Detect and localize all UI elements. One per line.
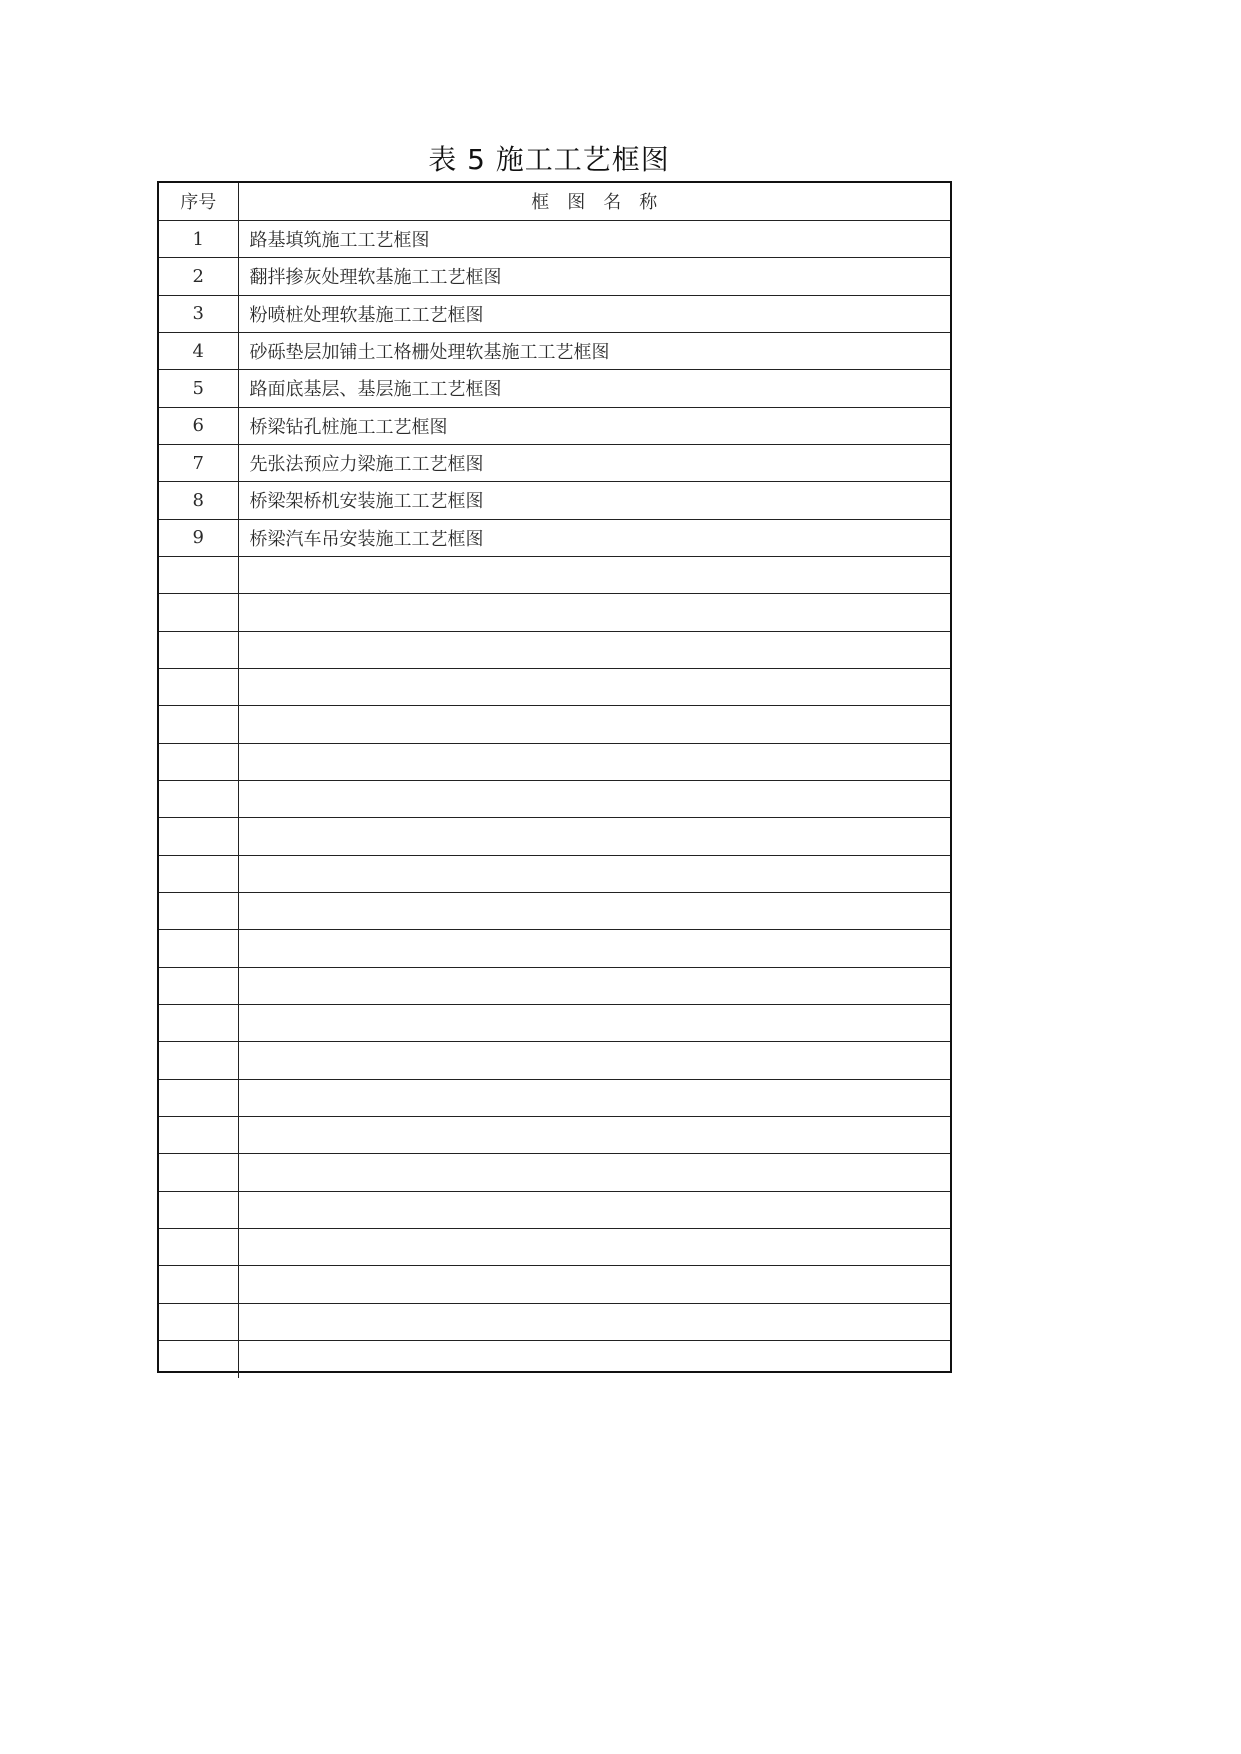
row-diagram-name (238, 1154, 950, 1191)
row-diagram-name (238, 668, 950, 705)
row-diagram-name (238, 1341, 950, 1378)
row-diagram-name (238, 930, 950, 967)
table-row (159, 930, 950, 967)
row-number (159, 781, 238, 818)
row-diagram-name (238, 1266, 950, 1303)
table-row (159, 444, 950, 481)
row-number (159, 1229, 238, 1266)
row-diagram-name (238, 594, 950, 631)
table-row (159, 370, 950, 407)
row-diagram-name (238, 706, 950, 743)
row-diagram-name: 先张法预应力梁施工工艺框图 (238, 444, 950, 481)
row-diagram-name: 粉喷桩处理软基施工工艺框图 (238, 295, 950, 332)
table-row (159, 1005, 950, 1042)
row-number: 2 (159, 258, 238, 295)
table-row (159, 556, 950, 593)
page-title: 表 5 施工工艺框图 (428, 143, 670, 176)
row-diagram-name: 桥梁钻孔桩施工工艺框图 (238, 407, 950, 444)
table-row (159, 893, 950, 930)
table-row (159, 781, 950, 818)
table-row (159, 1229, 950, 1266)
row-diagram-name (238, 1079, 950, 1116)
row-diagram-name (238, 1303, 950, 1340)
table-row (159, 967, 950, 1004)
table-row (159, 668, 950, 705)
row-number (159, 1079, 238, 1116)
table-row (159, 1042, 950, 1079)
table-row (159, 594, 950, 631)
row-number: 3 (159, 295, 238, 332)
table-row (159, 818, 950, 855)
row-diagram-name: 桥梁架桥机安装施工工艺框图 (238, 482, 950, 519)
row-diagram-name (238, 818, 950, 855)
row-number: 1 (159, 220, 238, 257)
row-number (159, 1154, 238, 1191)
table-row (159, 1191, 950, 1228)
table-row (159, 1266, 950, 1303)
table-row (159, 631, 950, 668)
row-diagram-name (238, 631, 950, 668)
row-number (159, 631, 238, 668)
table-row (159, 1303, 950, 1340)
row-number (159, 818, 238, 855)
row-number (159, 594, 238, 631)
row-diagram-name (238, 1229, 950, 1266)
row-diagram-name: 翻拌掺灰处理软基施工工艺框图 (238, 258, 950, 295)
table-row (159, 258, 950, 295)
row-number (159, 855, 238, 892)
row-number (159, 556, 238, 593)
row-diagram-name (238, 1005, 950, 1042)
row-diagram-name (238, 781, 950, 818)
table-row (159, 519, 950, 556)
row-number (159, 1117, 238, 1154)
table-row (159, 295, 950, 332)
row-number (159, 930, 238, 967)
table-row (159, 407, 950, 444)
row-number (159, 1191, 238, 1228)
row-number (159, 967, 238, 1004)
row-diagram-name (238, 855, 950, 892)
process-diagram-table (157, 181, 952, 1373)
row-diagram-name (238, 1117, 950, 1154)
row-number (159, 1042, 238, 1079)
row-number (159, 1005, 238, 1042)
row-diagram-name: 路面底基层、基层施工工艺框图 (238, 370, 950, 407)
table-row (159, 855, 950, 892)
row-diagram-name: 砂砾垫层加铺土工格栅处理软基施工工艺框图 (238, 332, 950, 369)
row-diagram-name: 桥梁汽车吊安装施工工艺框图 (238, 519, 950, 556)
row-diagram-name (238, 1191, 950, 1228)
table-header-row (159, 183, 950, 220)
row-number: 4 (159, 332, 238, 369)
row-number (159, 1341, 238, 1378)
row-number (159, 743, 238, 780)
header-name: 框图名称 (238, 183, 950, 220)
row-number (159, 1266, 238, 1303)
table-row (159, 1079, 950, 1116)
table-row (159, 332, 950, 369)
table-row (159, 1117, 950, 1154)
row-number (159, 1303, 238, 1340)
row-diagram-name (238, 556, 950, 593)
table-row (159, 482, 950, 519)
row-number (159, 893, 238, 930)
table-body (159, 220, 950, 1378)
row-number: 9 (159, 519, 238, 556)
row-diagram-name (238, 743, 950, 780)
row-diagram-name (238, 893, 950, 930)
row-number: 6 (159, 407, 238, 444)
row-number: 5 (159, 370, 238, 407)
table-row (159, 1341, 950, 1378)
row-diagram-name: 路基填筑施工工艺框图 (238, 220, 950, 257)
table-row (159, 1154, 950, 1191)
row-number (159, 668, 238, 705)
row-diagram-name (238, 1042, 950, 1079)
table-row (159, 743, 950, 780)
table-row (159, 706, 950, 743)
row-number: 7 (159, 444, 238, 481)
row-diagram-name (238, 967, 950, 1004)
header-number: 序号 (159, 183, 238, 220)
row-number (159, 706, 238, 743)
row-number: 8 (159, 482, 238, 519)
table (159, 183, 950, 1378)
table-row (159, 220, 950, 257)
